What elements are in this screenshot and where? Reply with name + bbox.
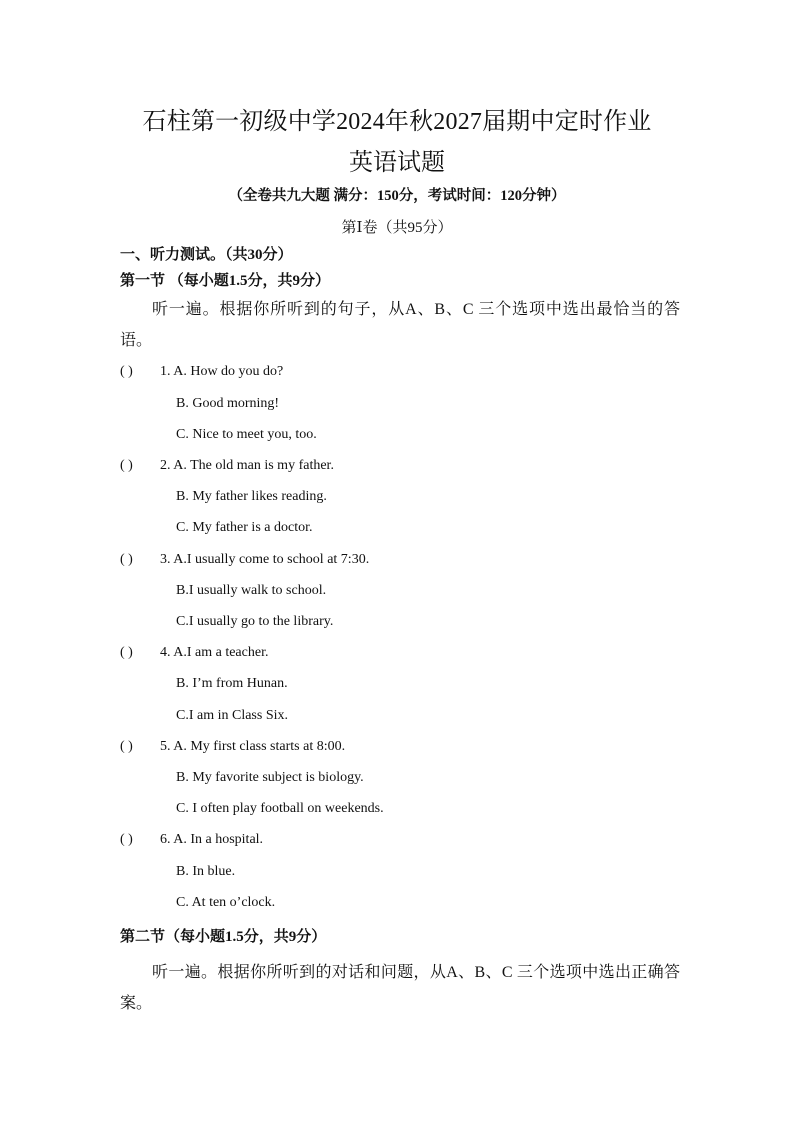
- question-stem: 2. A. The old man is my father.: [160, 458, 334, 473]
- option-b: B.I usually walk to school.: [176, 583, 327, 598]
- answer-blank[interactable]: ( ): [120, 739, 133, 754]
- question-3: [120, 552, 369, 568]
- question-5: [120, 739, 345, 755]
- option-c: C. I often play football on weekends.: [176, 801, 384, 816]
- question-2: [120, 458, 334, 474]
- question-stem: 5. A. My first class starts at 8:00.: [160, 739, 346, 754]
- question-stem: 6. A. In a hospital.: [160, 832, 264, 847]
- option-c: C. Nice to meet you, too.: [176, 427, 317, 442]
- part-heading: 一、听力测试。（共30分）: [120, 247, 293, 263]
- question-stem: 1. A. How do you do?: [160, 364, 284, 379]
- answer-blank[interactable]: ( ): [120, 552, 133, 567]
- subject-title: 英语试题: [349, 150, 445, 176]
- volume-title: 第Ⅰ卷（共95分）: [341, 220, 453, 236]
- question-1: [120, 364, 283, 380]
- question-stem: 4. A.I am a teacher.: [160, 645, 269, 660]
- answer-blank[interactable]: ( ): [120, 645, 133, 660]
- option-b: B. I’m from Hunan.: [176, 676, 288, 691]
- option-c: C. At ten o’clock.: [176, 895, 276, 910]
- section2-instruction: 听一遍。根据你所听到的对话和问题，从A、B、C 三个选项中选出正确答案。: [120, 964, 680, 1012]
- answer-blank[interactable]: ( ): [120, 832, 133, 847]
- option-b: B. My father likes reading.: [176, 489, 327, 504]
- option-b: B. Good morning!: [176, 396, 280, 411]
- answer-blank[interactable]: ( ): [120, 364, 133, 379]
- exam-info: （全卷共九大题 满分：150分，考试时间：120分钟）: [228, 188, 566, 204]
- section1-instruction: 听一遍。根据你所听到的句子，从A、B、C 三个选项中选出最恰当的答语。: [120, 301, 680, 349]
- section1-heading: 第一节 （每小题1.5分，共9分）: [120, 273, 331, 289]
- option-c: C. My father is a doctor.: [176, 520, 313, 535]
- question-stem: 3. A.I usually come to school at 7:30.: [160, 552, 370, 567]
- option-b: B. In blue.: [176, 864, 236, 879]
- option-c: C.I am in Class Six.: [176, 708, 289, 723]
- school-title: 石柱第一初级中学2024年秋2027届期中定时作业: [142, 109, 652, 135]
- question-6: [120, 832, 263, 848]
- option-b: B. My favorite subject is biology.: [176, 770, 364, 785]
- option-c: C.I usually go to the library.: [176, 614, 334, 629]
- answer-blank[interactable]: ( ): [120, 458, 133, 473]
- section2-heading: 第二节（每小题1.5分，共9分）: [120, 929, 327, 945]
- question-4: [120, 645, 268, 661]
